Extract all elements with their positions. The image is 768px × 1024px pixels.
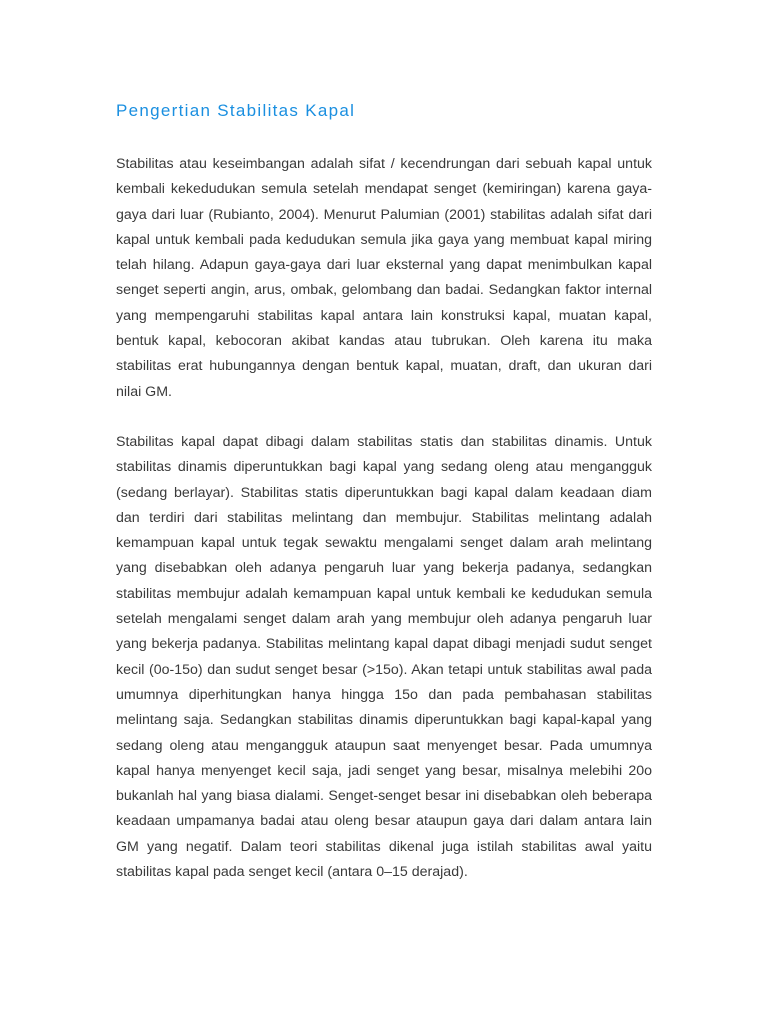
paragraph-classification: Stabilitas kapal dapat dibagi dalam stabilitas statis dan stabilitas dinamis. Untuk stabilitas dinamis diperuntukkan bagi kapal yang sedang oleng atau mengangguk (sedang berlayar). Stabilitas statis diperuntukkan bagi kapal dalam keadaan diam dan terdiri dari stabilitas melintang dan membujur. Stabilitas melintang adalah kemampuan kapal untuk tegak sewaktu mengalami senget dalam arah melintang yang disebabkan oleh adanya pengaruh luar yang bekerja padanya, sedangkan stabilitas membujur adalah kemampuan kapal untuk kembali ke kedudukan semula setelah mengalami senget dalam arah yang membujur oleh adanya pengaruh luar yang bekerja padanya. Stabilitas melintang kapal dapat dibagi menjadi sudut senget kecil (0o-15o) dan sudut senget besar (>15o). Akan tetapi untuk stabilitas awal pada umumnya diperhitungkan hanya hingga 15o dan pada pembahasan stabilitas melintang saja. Sedangkan stabilitas dinamis diperuntukkan bagi kapal-kapal yang sedang oleng atau mengangguk ataupun saat menyenget besar. Pada umumnya kapal hanya menyenget kecil saja, jadi senget yang besar, misalnya melebihi 20o bukanlah hal yang biasa dialami. Senget-senget besar ini disebabkan oleh beberapa keadaan umpamanya badai atau oleng besar ataupun gaya dari dalam antara lain GM yang negatif. Dalam teori stabilitas dikenal juga istilah stabilitas awal yaitu stabilitas kapal pada senget kecil (antara 0–15 derajad). [116, 434, 652, 881]
paragraph-definition: Stabilitas atau keseimbangan adalah sifat / kecendrungan dari sebuah kapal untuk kembali kekedudukan semula setelah mendapat senget (kemiringan) karena gaya-gaya dari luar (Rubianto, 2004). Menurut Palumian (2001) stabilitas adalah sifat dari kapal untuk kembali pada kedudukan semula jika gaya yang membuat kapal miring telah hilang. Adapun gaya-gaya dari luar eksternal yang dapat menimbulkan kapal senget seperti angin, arus, ombak, gelombang dan badai. Sedangkan faktor internal yang mempengaruhi stabilitas kapal antara lain konstruksi kapal, muatan kapal, bentuk kapal, kebocoran akibat kandas atau tubrukan. Oleh karena itu maka stabilitas erat hubungannya dengan bentuk kapal, muatan, draft, dan ukuran dari nilai GM. [116, 156, 652, 400]
document-title: Pengertian Stabilitas Kapal [116, 101, 356, 120]
